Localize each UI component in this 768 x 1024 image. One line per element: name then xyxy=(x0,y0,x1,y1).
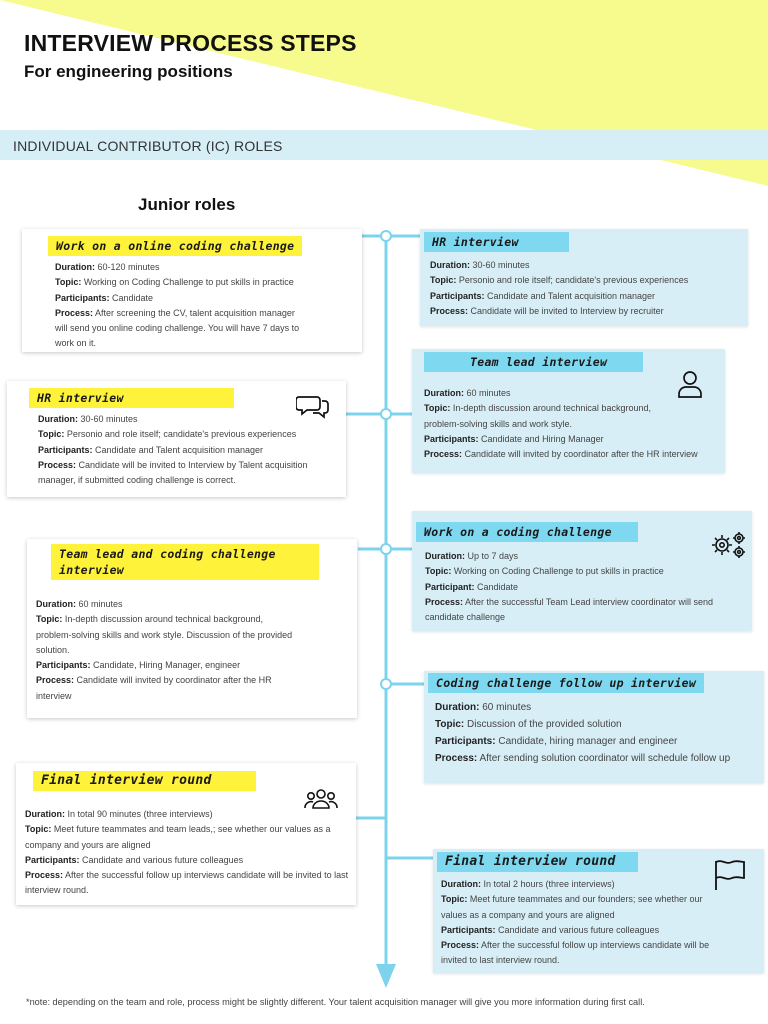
card-title: Work on a coding challenge xyxy=(416,522,638,542)
timeline-node xyxy=(381,231,391,241)
page-subtitle: For engineering positions xyxy=(24,62,233,81)
timeline-node xyxy=(381,544,391,554)
card-title: Team lead interview xyxy=(424,352,643,372)
right-card-final-round: Final interview round Duration: In total 2 hours (three interviews) Topic: Meet future teammates and our founders; see whether our values as a company and yours are aligned Participants: Candidate and various future colleagues Process: After the successful follow up interviews candidate will be invited to last interview round. xyxy=(433,849,764,973)
page-title: INTERVIEW PROCESS STEPS xyxy=(24,30,357,56)
flag-icon xyxy=(713,859,747,891)
card-title: Work on a online coding challenge xyxy=(48,236,302,256)
timeline-node xyxy=(381,679,391,689)
left-card-team-lead-coding: Team lead and coding challenge interview Duration: 60 minutes Topic: In-depth discussion around technical background, problem-solving skills and work style. Discussion of the provided solution. Participants: Candidate, Hiring Manager, engineer Process: Candidate will invited by coordinator after the HR interview xyxy=(27,539,357,718)
card-title: Final interview round xyxy=(437,852,638,872)
footnote: *note: depending on the team and role, process might be slightly different. Your talent acquisition manager will give you more information during first call. xyxy=(26,997,645,1007)
right-card-team-lead: Team lead interview Duration: 60 minutes Topic: In-depth discussion around technical background, problem-solving skills and work style. Participants: Candidate and Hiring Manager Process: Candidate will invited by coordinator after the HR interview xyxy=(412,349,725,473)
right-card-follow-up: Coding challenge follow up interview Duration: 60 minutes Topic: Discussion of the provided solution Participants: Candidate, hiring manager and engineer Process: After sending solution coordinator will schedule follow up xyxy=(424,671,764,783)
right-card-coding-challenge: Work on a coding challenge Duration: Up to 7 days Topic: Working on Coding Challenge to put skills in practice Participant: Candidate Process: After the successful Team Lead interview coordinator will send candidate challenge xyxy=(412,511,752,631)
card-title: Final interview round xyxy=(33,771,256,791)
card-title: Team lead and coding challenge interview xyxy=(51,544,319,580)
right-card-hr-interview: HR interview Duration: 30-60 minutes Topic: Personio and role itself; candidate's previous experiences Participants: Candidate and Talent acquisition manager Process: Candidate will be invited to Interview by recruiter xyxy=(420,229,748,326)
left-card-hr-interview: HR interview Duration: 30-60 minutes Topic: Personio and role itself; candidate's previous experiences Participants: Candidate and Talent acquisition manager Process: Candidate will be invited to Interview by Talent acquisition manager, if submitted coding challenge is correct. xyxy=(7,381,346,497)
card-title: Coding challenge follow up interview xyxy=(428,673,704,693)
left-card-online-coding: Work on a online coding challenge Duration: 60-120 minutes Topic: Working on Coding Challenge to put skills in practice Participants: Candidate Process: After screening the CV, talent acquisition manager will send you online coding challenge. You will have 7 days to work on it. xyxy=(22,229,362,352)
gears-icon xyxy=(708,530,748,560)
card-title: HR interview xyxy=(424,232,569,252)
section-heading: Junior roles xyxy=(138,195,236,214)
card-title: HR interview xyxy=(29,388,234,408)
timeline-arrow xyxy=(376,964,396,988)
timeline-node xyxy=(381,409,391,419)
band-label: INDIVIDUAL CONTRIBUTOR (IC) ROLES xyxy=(13,138,283,154)
left-card-final-round: Final interview round Duration: In total 90 minutes (three interviews) Topic: Meet future teammates and team leads,; see whether our values as a company and yours are aligned Participants: Candidate and various future colleagues Process: After the successful follow up interviews candidate will be invited to last interview round. xyxy=(16,763,356,905)
